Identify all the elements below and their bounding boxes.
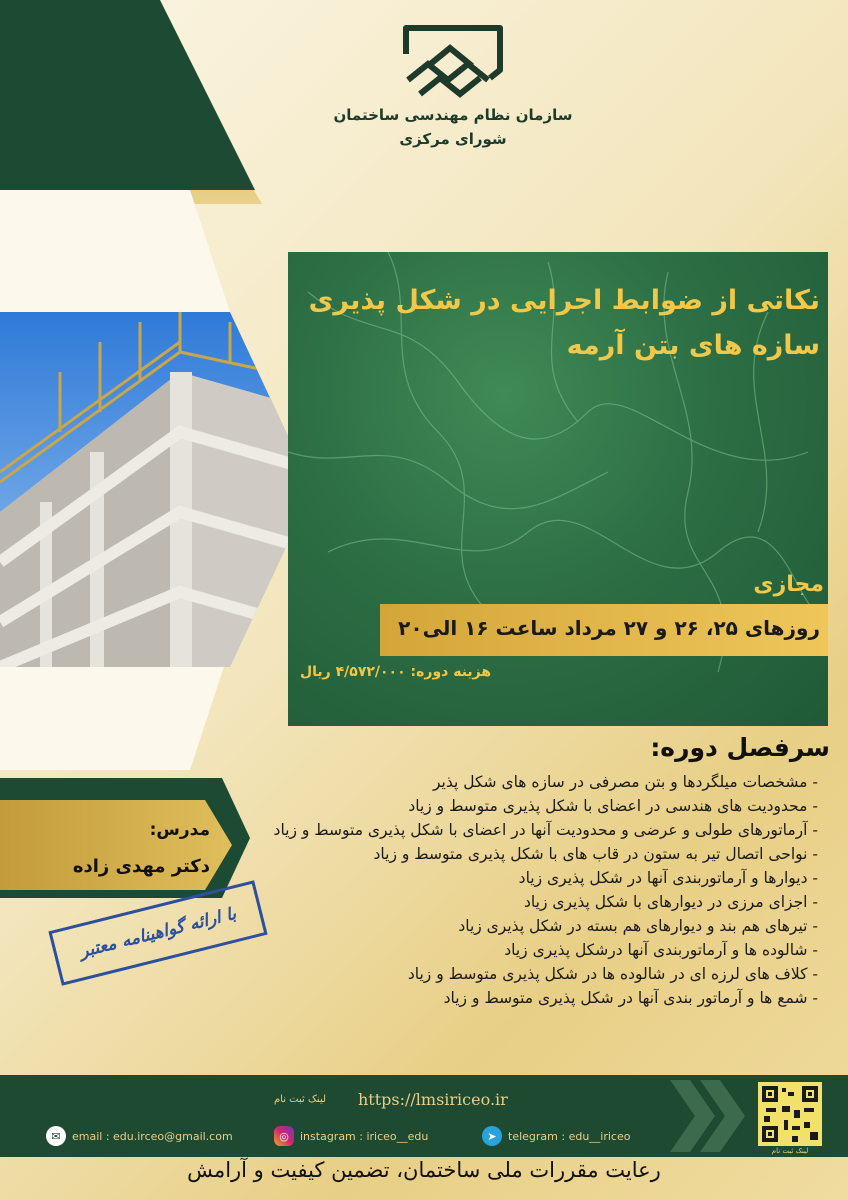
org-council: شورای مرکزی [399,130,507,148]
list-item: - تیرهای هم بند و دیوارهای هم بسته در شکل پذیری زیاد [458,917,818,935]
stamp-text: با ارائه گواهینامه معتبر [77,903,239,963]
org-name: سازمان نظام مهندسی ساختمان [333,106,573,124]
top-green-band [0,0,255,190]
register-link-label: لینک ثبت نام [273,1094,327,1105]
syllabus-title: سرفصل دوره: [650,733,830,762]
list-item: - نواحی اتصال تیر به ستون در قاب های با شکل پذیری متوسط و زیاد [373,845,818,863]
qr-caption: لینک ثبت نام [771,1147,809,1155]
building-photo [0,312,320,667]
contact-email[interactable] [46,1125,233,1147]
instagram-text: instagram : iriceo__edu [300,1129,429,1143]
instructor-label: مدرس: [149,820,210,840]
register-url[interactable]: https://lmsiriceo.ir [358,1090,508,1109]
contact-instagram[interactable] [274,1125,428,1147]
list-item: - کلاف های لرزه ای در شالوده ها در شکل پذیری متوسط و زیاد [407,965,818,983]
list-item: - محدودیت های هندسی در اعضای با شکل پذیری متوسط و زیاد [408,797,818,815]
chevron-decor-icon [660,1080,750,1152]
instagram-icon: ◎ [274,1126,294,1146]
course-title-line2: سازه های بتن آرمه [566,330,820,361]
list-item: - شمع ها و آرماتور بندی آنها در شکل پذیری متوسط و زیاد [443,989,818,1007]
syllabus-list [262,770,818,1010]
list-item: - اجزای مرزی در دیوارهای با شکل پذیری زیاد [524,893,818,911]
course-fee: هزینه دوره: ۴/۵۷۲/۰۰۰ ریال [300,664,492,680]
telegram-icon: ➤ [482,1126,502,1146]
course-dates: روزهای ۲۵، ۲۶ و ۲۷ مرداد ساعت ۱۶ الی۲۰ [398,616,820,640]
course-mode: مجازی [753,572,824,597]
list-item: - آرماتورهای طولی و عرضی و محدودیت آنها در اعضای با شکل پذیری متوسط و زیاد [273,821,818,839]
telegram-text: telegram : edu__iriceo [508,1129,631,1143]
email-text: email : edu.irceo@gmail.com [72,1129,233,1143]
instructor-name: دکتر مهدی زاده [72,856,210,877]
course-title-line1: نکاتی از ضوابط اجرایی در شکل پذیری [308,285,820,316]
organization-logo [398,20,508,102]
qr-code[interactable] [758,1082,822,1146]
list-item: - دیوارها و آرماتوربندی آنها در شکل پذیری زیاد [518,869,818,887]
list-item: - مشخصات میلگردها و بتن مصرفی در سازه های شکل پذیر [432,773,818,791]
list-item: - شالوده ها و آرماتوربندی آنها درشکل پذیری زیاد [504,941,818,959]
slogan: رعایت مقررات ملی ساختمان، تضمین کیفیت و آرامش [187,1158,661,1182]
contact-telegram[interactable] [482,1125,630,1147]
mail-icon: ✉ [46,1126,66,1146]
